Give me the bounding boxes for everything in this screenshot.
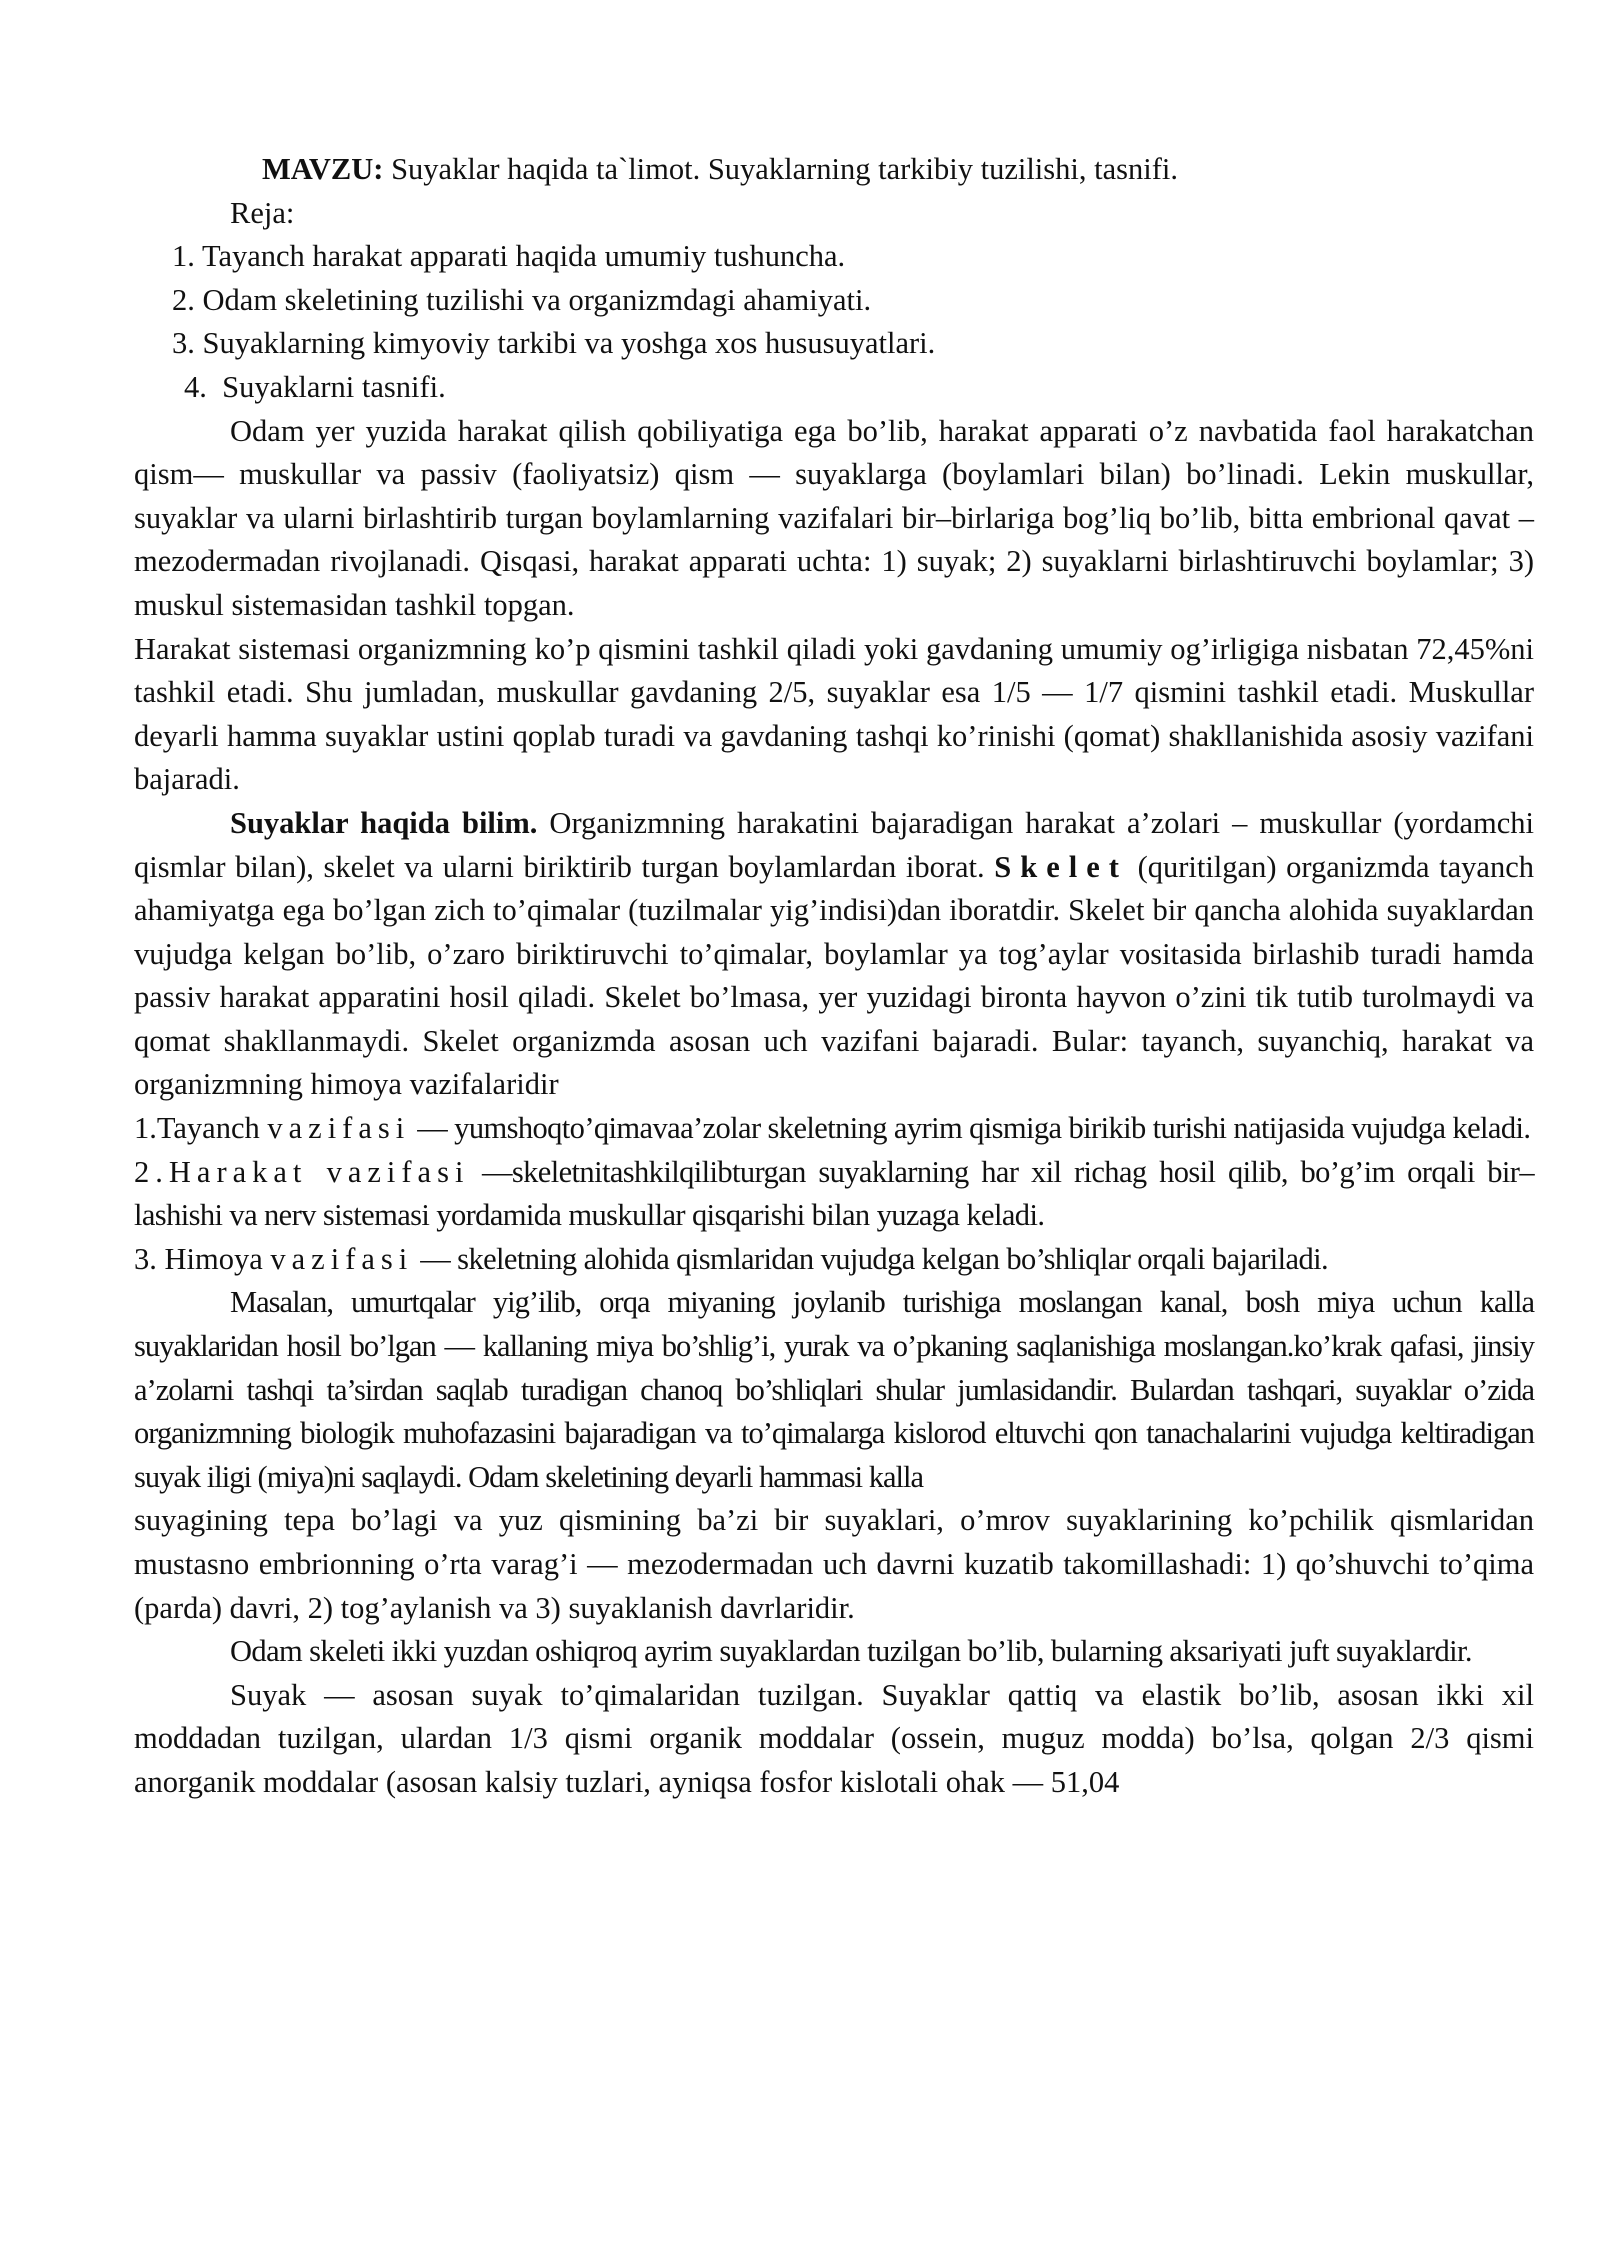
function-2-label: 2.Harakat	[134, 1154, 327, 1189]
paragraph-5: suyagining tepa bo’lagi va yuz qismining ba’zi bir suyaklari, o’mrov suyaklarining ko’pchilik qismlaridan mustasno embrionning o’rta varag’i — mezodermadan uch davrni kuzatib takomillashadi: 1) qo’shuvchi to’qima (parda) davri, 2) tog’aylanish va 3) suyaklanish davrlaridir.	[134, 1503, 1534, 1625]
paragraph-1: Odam yer yuzida harakat qilish qobiliyatiga ega bo’lib, harakat apparati o’z navbatida faol harakatchan qism— muskullar va passiv (faoliyatsiz) qism — suyaklarga (boylamlari bilan) bo’linadi. Lekin muskullar, suyaklar va ularni birlashtirib turgan boylamlarning vazifalari bir–birlariga bog’liq bo’lib, bitta embrional qavat – mezodermadan rivojlanadi. Qisqasi, harakat apparati uchta: 1) suyak; 2) suyaklarni birlashtiruvchi boylamlar; 3) muskul sistemasidan tashkil topgan.	[134, 413, 1534, 622]
function-1-label: 1.Tayanch	[134, 1111, 268, 1146]
page-title	[134, 148, 1534, 192]
paragraph-4: Masalan, umurtqalar yig’ilib, orqa miyaning joylanib turishiga moslangan kanal, bosh miya uchun kalla suyaklaridan hosil bo’lgan — kallaning miya bo’shlig’i, yurak va o’pkaning saqlanishiga moslangan.ko’krak qafasi, jinsiy a’zolarni tashqi ta’sirdan saqlab turadigan chanoq bo’shliqlari shular jumlasidandir. Bulardan tashqari, suyaklar o’zida organizmning biologik muhofazasini bajaradigan va to’qimalarga kislorod eltuvchi qon tanachalarini vujudga keltiradigan suyak iligi (miya)ni saqlaydi. Odam skeletining deyarli hammasi kalla	[134, 1285, 1534, 1494]
function-3-word: vazifasi	[270, 1241, 414, 1276]
title-text: Suyaklar haqida ta`limot. Suyaklarning tarkibiy tuzilishi, tasnifi.	[383, 152, 1178, 186]
function-3-label: 3. Himoya	[134, 1241, 271, 1276]
plan-item-1: 1. Tayanch harakat apparati haqida umumiy tushuncha.	[172, 239, 846, 274]
paragraph-2: Harakat sistemasi organizmning ko’p qismini tashkil qiladi yoki gavdaning umumiy og’irligiga nisbatan 72,45%ni tashkil etadi. Shu jumladan, muskullar gavdaning 2/5, suyaklar esa 1/5 — 1/7 qismini tashkil etadi. Muskullar deyarli hamma suyaklar ustini qoplab turadi va gavdaning tashqi ko’rinishi (qomat) shakllanishida asosiy vazifani bajaradi.	[134, 631, 1534, 797]
paragraph-3-text-a: Organizmning harakatini bajaradigan harakat a’zolari – muskullar (yordamchi qismlar bilan), skelet va ularni biriktirib turgan boylamlardan iborat.	[134, 805, 1534, 884]
paragraph-6: Odam skeleti ikki yuzdan oshiqroq ayrim suyaklardan tuzilgan bo’lib, bularning aksariyati juft suyaklardir.	[230, 1634, 1472, 1669]
paragraph-3	[134, 802, 1534, 1107]
document-page	[134, 148, 1534, 1805]
function-1	[134, 1107, 1534, 1151]
function-2	[134, 1151, 1534, 1238]
plan-item-2: 2. Odam skeletining tuzilishi va organizmdagi ahamiyati.	[172, 282, 872, 317]
paragraph-7: Suyak — asosan suyak to’qimalaridan tuzilgan. Suyaklar qattiq va elastik bo’lib, asosan ikki xil moddadan tuzilgan, ulardan 1/3 qismi organik moddalar (ossein, muguz modda) bo’lsa, qolgan 2/3 qismi anorganik moddalar (asosan kalsiy tuzlari, ayniqsa fosfor kislotali ohak — 51,04	[134, 1677, 1534, 1799]
function-1-word: vazifasi	[267, 1111, 411, 1146]
function-3-text: — skeletning alohida qismlaridan vujudga kelgan bo’shliqlar orqali bajariladi.	[413, 1241, 1329, 1276]
function-2-word: vazifasi	[326, 1154, 470, 1189]
plan-item-4: 4. Suyaklarni tasnifi.	[184, 369, 446, 404]
title-prefix: MAVZU:	[262, 152, 384, 186]
function-1-text: — yumshoqto’qimavaa’zolar skeletning ayrim qismiga birikib turishi natijasida vujudga keladi.	[410, 1111, 1531, 1146]
skelet-term: Skelet	[994, 849, 1128, 884]
plan-heading: Reja:	[230, 195, 295, 230]
function-2-text: —skeletnitashkilqilibturgan suyaklarning har xil richag hosil qilib, bo’g’im orqali bir–lashishi va nerv sistemasi yordamida muskullar qisqarishi bilan yuzaga keladi.	[134, 1154, 1534, 1233]
paragraph-3-text-b: (quritilgan) organizmda tayanch ahamiyatga ega bo’lgan zich to’qimalar (tuzilmalar yig’indisi)dan iboratdir. Skelet bir qancha alohida suyaklardan vujudga kelgan bo’lib, o’zaro biriktiruvchi to’qimalar, boylamlar ya tog’aylar vositasida birlashib turadi hamda passiv harakat apparatini hosil qiladi. Skelet bo’lmasa, yer yuzidagi bironta hayvon o’zini tik tutib turolmaydi va qomat shakllanmaydi. Skelet organizmda asosan uch vazifani bajaradi. Bular: tayanch, suyanchiq, harakat va organizmning himoya vazifalaridir	[134, 849, 1534, 1102]
function-3	[134, 1238, 1534, 1282]
section-heading: Suyaklar haqida bilim.	[230, 805, 538, 840]
plan-item-3: 3. Suyaklarning kimyoviy tarkibi va yoshga xos hususuyatlari.	[172, 326, 936, 361]
